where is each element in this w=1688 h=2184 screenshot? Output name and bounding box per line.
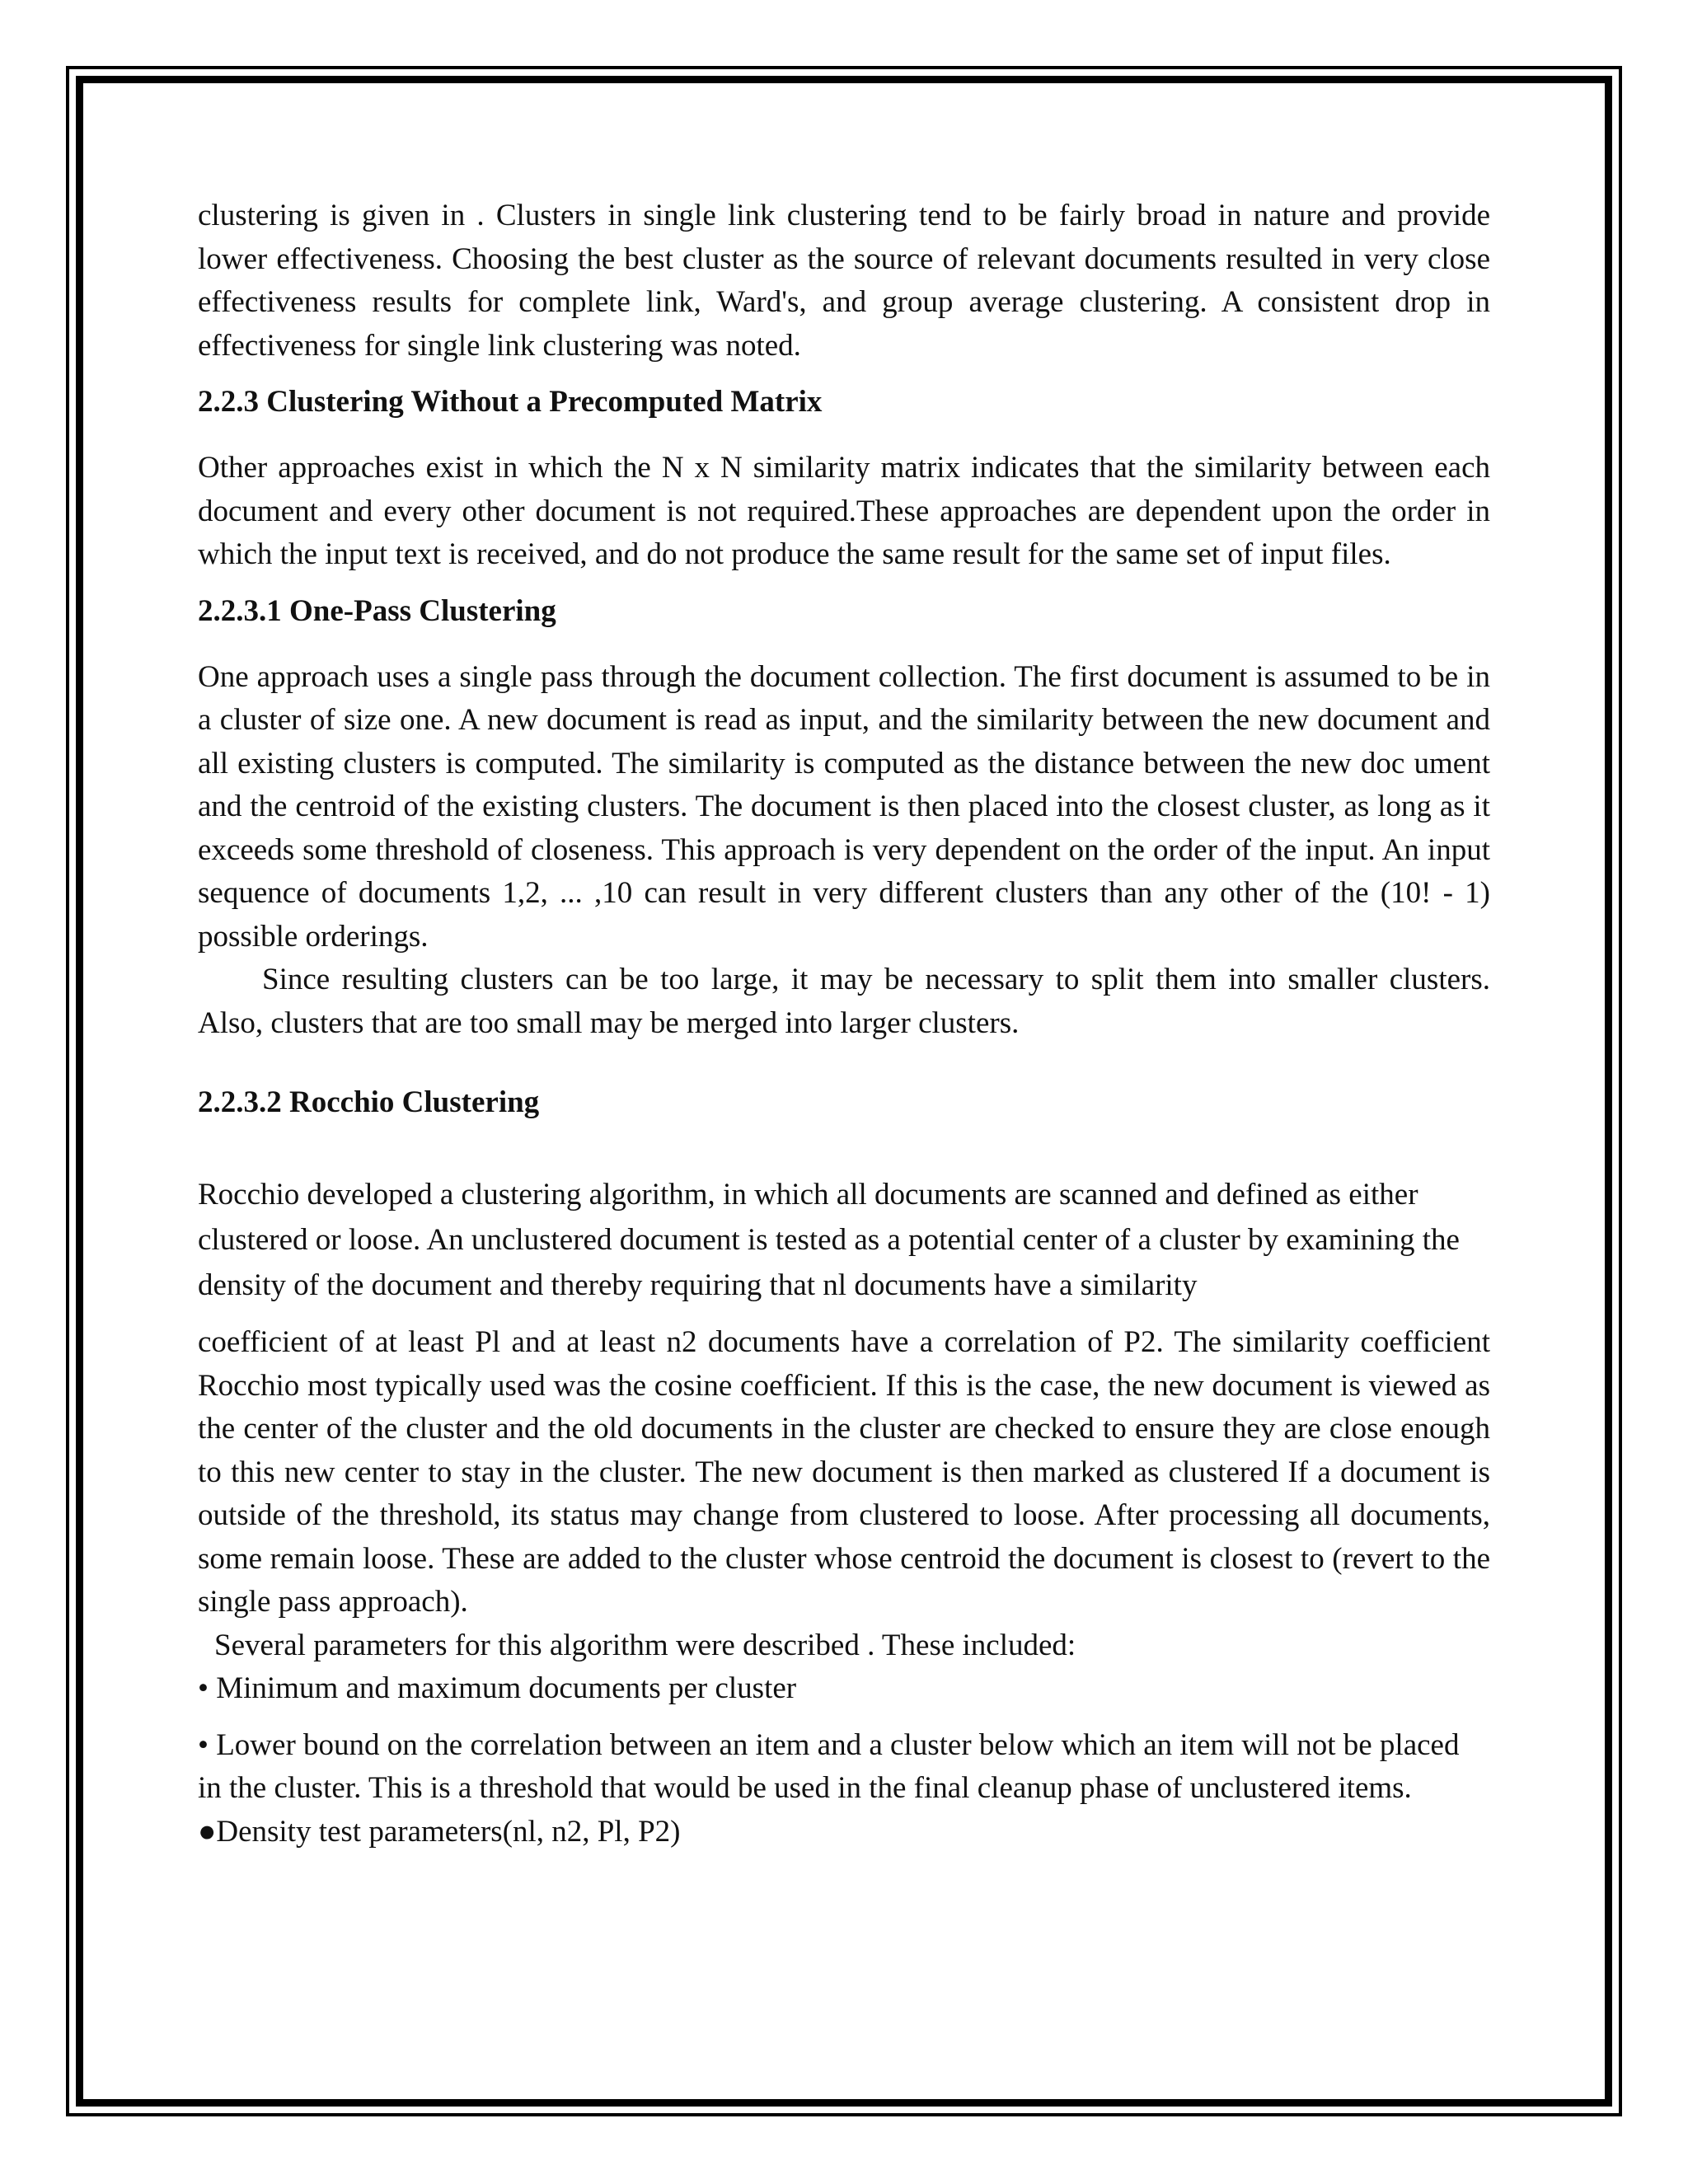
paragraph-cluster-effectiveness: clustering is given in . Clusters in single link clustering tend to be fairly broad in nature and provide lower effectiveness. Choosing the best cluster as the source of relevant documents resulted in very close effectiveness results for complete link, Ward's, and group average clustering. A consistent drop in effectiveness for single link clustering was noted. bbox=[198, 199, 1490, 363]
list-item-lower-bound: • Lower bound on the correlation between an item and a cluster below which an item will not be placed in the cluster. This is a threshold that would be used in the final cleanup phase of unclustered items. bbox=[198, 1727, 1460, 1805]
heading-one-pass-clustering: 2.2.3.1 One-Pass Clustering bbox=[198, 593, 556, 628]
list-item-min-max-documents: • Minimum and maximum documents per cluster bbox=[198, 1671, 797, 1705]
paragraph-rocchio-intro: Rocchio developed a clustering algorithm, in which all documents are scanned and defined as either clustered or loose. An unclustered document is tested as a potential center of a cluster by examining the density of the document and thereby requiring that nl documents have a similarity bbox=[198, 1178, 1460, 1302]
paragraph-split-clusters: Since resulting clusters can be too large, it may be necessary to split them into smaller clusters. Also, clusters that are too small may be merged into larger clusters. bbox=[198, 963, 1490, 1040]
paragraph-parameters-intro: Several parameters for this algorithm were described . These included: bbox=[214, 1628, 1076, 1662]
heading-clustering-without-matrix: 2.2.3 Clustering Without a Precomputed Matrix bbox=[198, 385, 823, 419]
heading-rocchio-clustering: 2.2.3.2 Rocchio Clustering bbox=[198, 1085, 540, 1119]
paragraph-rocchio-details: coefficient of at least Pl and at least n2 documents have a correlation of P2. The similarity coefficient Rocchio most typically used was the cosine coefficient. If this is the case, the new document is viewed as the center of the cluster and the old documents in the cluster are checked to ensure they are close enough to this new center to stay in the cluster. The new document is then marked as clustered If a document is outside of the threshold, its status may change from clustered to loose. After processing all documents, some remain loose. These are added to the cluster whose centroid the document is closest to (revert to the single pass approach). bbox=[198, 1325, 1490, 1619]
paragraph-one-pass: One approach uses a single pass through the document collection. The first document is assumed to be in a cluster of size one. A new document is read as input, and the similarity between the new document and all existing clusters is computed. The similarity is computed as the distance between the new doc ument and the centroid of the existing clusters. The document is then placed into the closest cluster, as long as it exceeds some threshold of closeness. This approach is very dependent on the order of the input. An input sequence of documents 1,2, ... ,10 can result in very different clusters than any other of the (10! - 1) possible orderings. bbox=[198, 659, 1490, 954]
document-body bbox=[198, 194, 1490, 1854]
list-item-density-parameters: ●Density test parameters(nl, n2, Pl, P2) bbox=[198, 1814, 681, 1849]
paragraph-other-approaches: Other approaches exist in which the N x N similarity matrix indicates that the similarity between each document and every other document is not required.These approaches are dependent upon the order in which the input text is received, and do not produce the same result for the same set of input files. bbox=[198, 451, 1490, 571]
